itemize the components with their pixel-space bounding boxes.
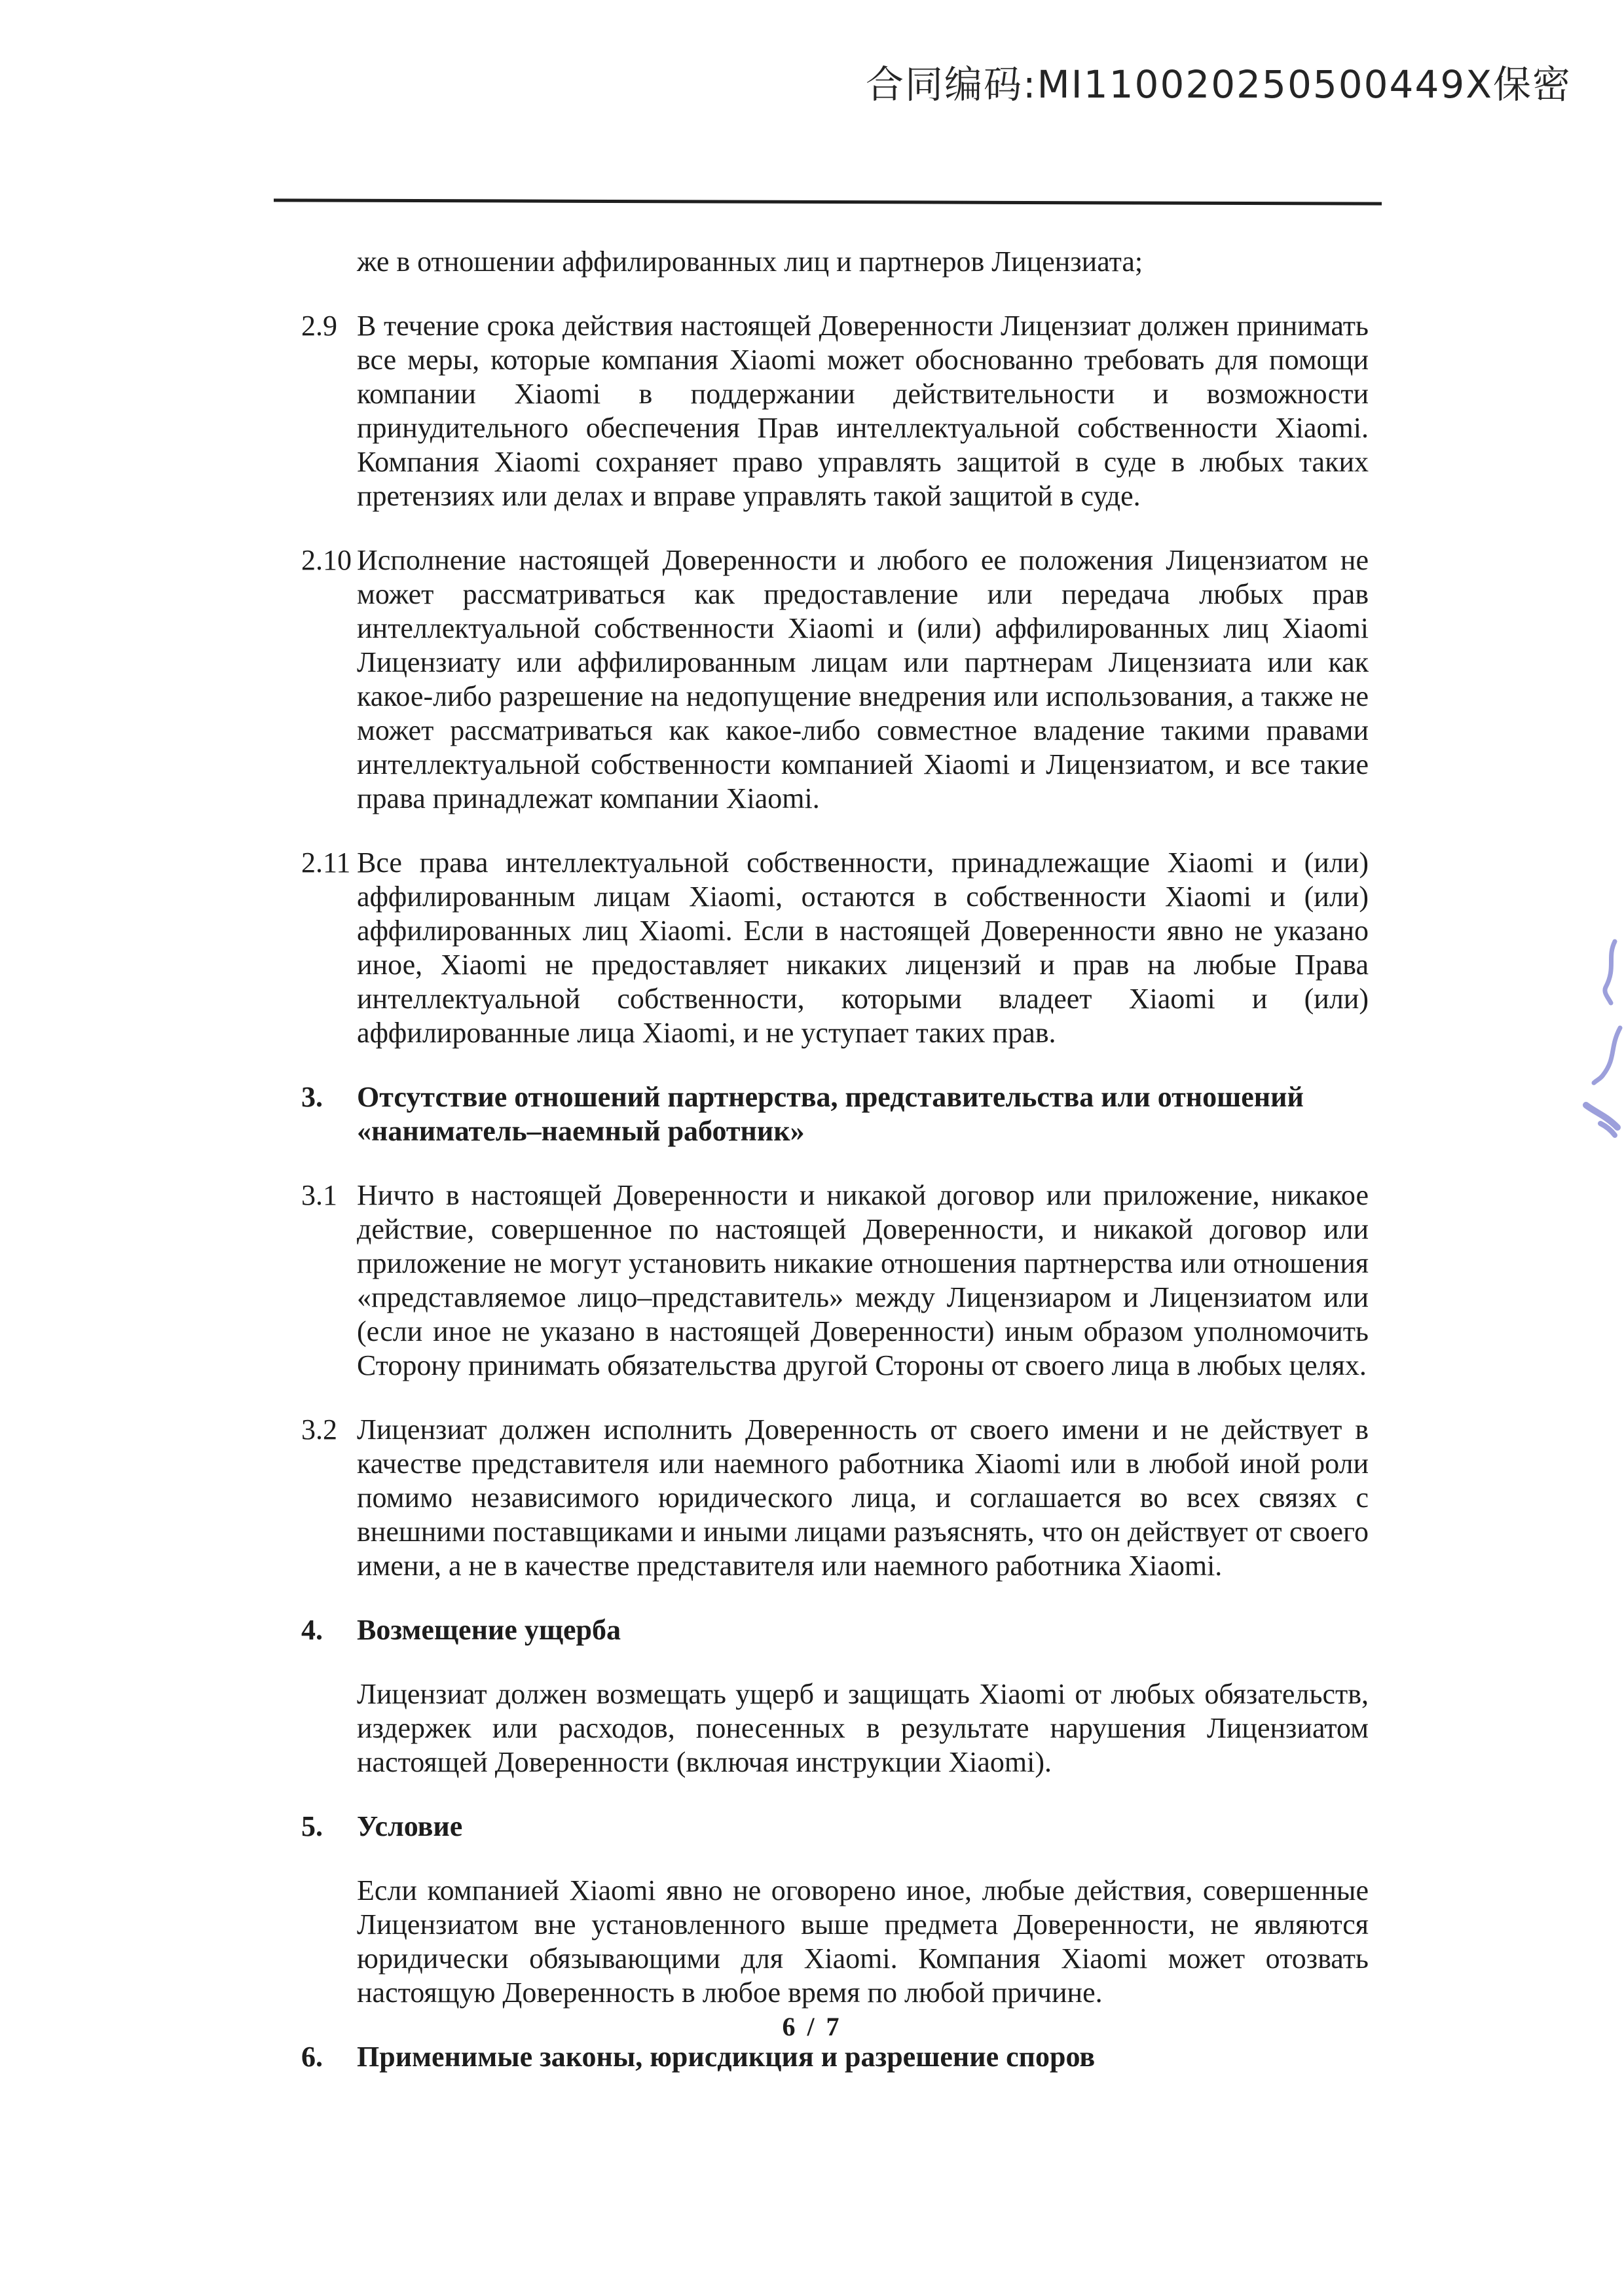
document-body xyxy=(301,245,1369,2074)
clause-4-body: Лицензиат должен возмещать ущерб и защищать Xiaomi от любых обязательств, издержек или расходов, понесенных в результате нарушения Лицензиатом настоящей Доверенности (включая инструкции Xiaomi). xyxy=(357,1678,1369,1778)
section-title: Условие xyxy=(357,1810,463,1842)
clause-number: 3.2 xyxy=(301,1413,337,1446)
section-number: 6. xyxy=(301,2041,323,2073)
section-title: Возмещение ущерба xyxy=(357,1614,621,1646)
clause-text: Лицензиат должен исполнить Доверенность от своего имени и не действует в качестве представителя или наемного работника Xiaomi или в любой иной роли помимо независимого юридического лица, и соглашается во всех связях с внешними поставщиками и иными лицами разъяснять, что он действует от своего имени, а не в качестве представителя или наемного работника Xiaomi. xyxy=(357,1413,1369,1582)
clause-3-1 xyxy=(301,1178,1369,1383)
section-heading-5 xyxy=(301,1810,1369,1844)
page-number: 6 / 7 xyxy=(782,2012,842,2041)
clause-5-body: Если компанией Xiaomi явно не оговорено иное, любые действия, совершенные Лицензиатом вне установленного выше предмета Доверенности, не являются юридически обязывающими для Xiaomi. Компания Xiaomi может отозвать настоящую Доверенность в любое время по любой причине. xyxy=(357,1874,1369,2009)
section-number: 5. xyxy=(301,1810,323,1842)
section-heading-6 xyxy=(301,2040,1369,2074)
section-number: 3. xyxy=(301,1081,323,1113)
clause-3-2 xyxy=(301,1413,1369,1583)
clause-text: Ничто в настоящей Доверенности и никакой договор или приложение, никакое действие, совершенное по настоящей Доверенности, и никакой договор или приложение не могут установить никакие отношения партнерства или отношения «представляемое лицо–представитель» между Лицензиаром и Лицензиатом или (если иное не указано в настоящей Доверенности) иным образом уполномочить Сторону принимать обязательства другой Стороны от своего лица в любых целях. xyxy=(357,1179,1369,1381)
clause-2-10 xyxy=(301,543,1369,816)
clause-number: 2.9 xyxy=(301,310,337,342)
clause-2-11 xyxy=(301,846,1369,1050)
section-title: Отсутствие отношений партнерства, представительства или отношений «наниматель–наемный работник» xyxy=(357,1081,1304,1147)
header-divider-line xyxy=(274,198,1382,205)
blue-ink-scan-artifact xyxy=(1577,930,1624,1139)
clause-2-9 xyxy=(301,309,1369,513)
clause-number: 2.11 xyxy=(301,847,351,879)
clause-text: В течение срока действия настоящей Доверенности Лицензиат должен принимать все меры, которые компания Xiaomi может обоснованно требовать для помощи компании Xiaomi в поддержании действительности и возможности принудительного обеспечения Прав интеллектуальной собственности Xiaomi. Компания Xiaomi сохраняет право управлять защитой в суде в любых таких претензиях или делах и вправе управлять такой защитой в суде. xyxy=(357,310,1369,512)
clause-text: Исполнение настоящей Доверенности и любого ее положения Лицензиатом не может рассматриваться как предоставление или передача любых прав интеллектуальной собственности Xiaomi и (или) аффилированных лиц Xiaomi Лицензиату или аффилированным лицам или партнерам Лицензиата или как какое-либо разрешение на недопущение внедрения или использования, а также не может рассматриваться как какое-либо совместное владение такими правами интеллектуальной собственности компанией Xiaomi и Лицензиатом, и все такие права принадлежат компании Xiaomi. xyxy=(357,544,1369,814)
clause-number: 3.1 xyxy=(301,1179,337,1211)
ink-stroke xyxy=(1594,1028,1620,1083)
clause-number: 2.10 xyxy=(301,544,352,576)
section-number: 4. xyxy=(301,1614,323,1646)
section-heading-3 xyxy=(301,1080,1369,1148)
carryover-paragraph-fragment: же в отношении аффилированных лиц и партнеров Лицензиата; xyxy=(357,246,1143,278)
section-heading-4 xyxy=(301,1613,1369,1647)
ink-stroke xyxy=(1605,941,1615,1003)
contract-code-header: 合同编码:MI110020250500449X保密 xyxy=(866,62,1572,107)
clause-text: Все права интеллектуальной собственности, принадлежащие Xiaomi и (или) аффилированным лицам Xiaomi, остаются в собственности Xiaomi и (или) аффилированных лиц Xiaomi. Если в настоящей Доверенности явно не указано иное, Xiaomi не предоставляет никаких лицензий и прав на любые Права интеллектуальной собственности, которыми владеет Xiaomi и (или) аффилированные лица Xiaomi, и не уступает таких прав. xyxy=(357,847,1369,1049)
section-title: Применимые законы, юрисдикция и разрешение споров xyxy=(357,2041,1096,2073)
